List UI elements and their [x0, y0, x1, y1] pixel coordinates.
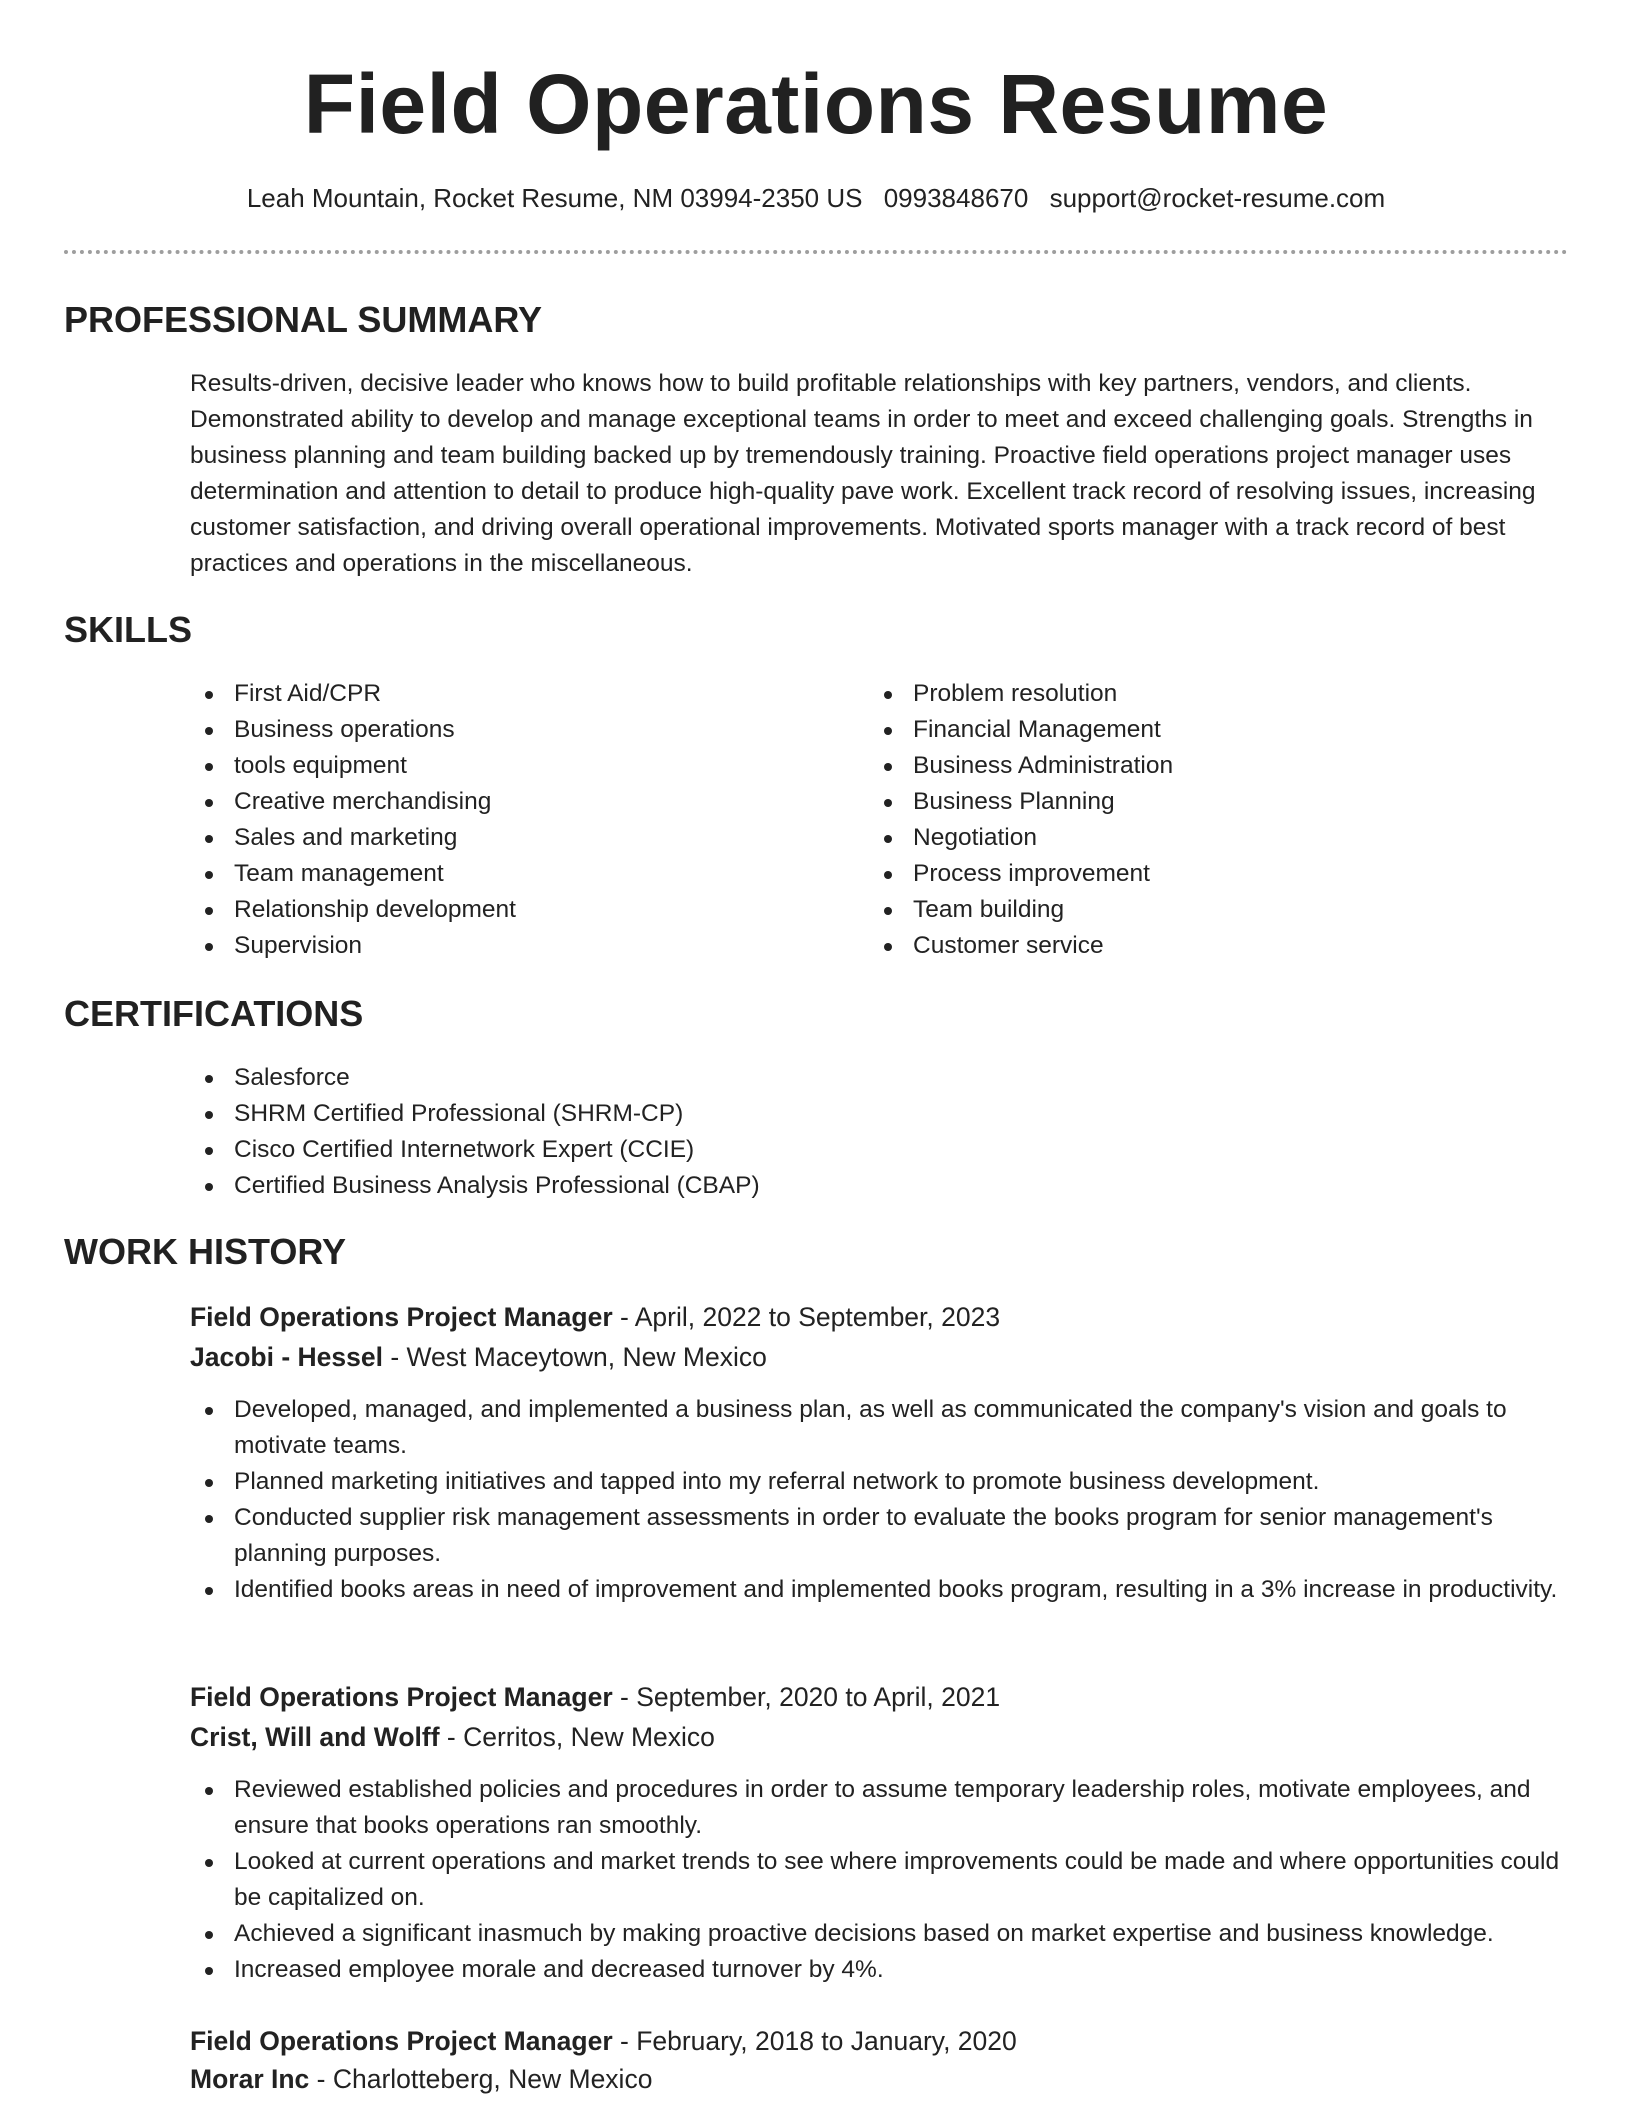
summary-heading: PROFESSIONAL SUMMARY: [64, 299, 543, 340]
skill-item: First Aid/CPR: [190, 676, 850, 712]
skill-item: Business operations: [190, 712, 850, 748]
job-title: Field Operations Project Manager: [190, 1302, 613, 1332]
skill-item: Creative merchandising: [190, 784, 850, 820]
job-bullet: Identified books areas in need of improvement and implemented books program, resulting in a 3% increase in productivity.: [190, 1572, 1570, 1608]
job-company-line: [190, 1718, 715, 1756]
skills-list-left: [190, 676, 850, 964]
skill-item: Problem resolution: [869, 676, 1529, 712]
skill-item: Supervision: [190, 928, 850, 964]
skill-item: Business Planning: [869, 784, 1529, 820]
skills-heading: SKILLS: [64, 609, 193, 650]
skill-item: Team building: [869, 892, 1529, 928]
skill-item: Negotiation: [869, 820, 1529, 856]
job-bullet: Achieved a significant inasmuch by making proactive decisions based on market expertise and business knowledge.: [190, 1916, 1570, 1952]
skills-list-right: [869, 676, 1529, 964]
resume-title: Field Operations Resume: [303, 57, 1329, 151]
contact-email: support@rocket-resume.com: [1049, 183, 1386, 213]
job-dates: - September, 2020 to April, 2021: [612, 1682, 1001, 1712]
contact-address: Leah Mountain, Rocket Resume, NM 03994-2350 US: [246, 183, 863, 213]
job-bullet: Planned marketing initiatives and tapped into my referral network to promote business development.: [190, 1464, 1570, 1500]
skill-item: Sales and marketing: [190, 820, 850, 856]
work-history-heading: WORK HISTORY: [64, 1231, 347, 1272]
job-title-line: [190, 1298, 1000, 1336]
certifications-heading: CERTIFICATIONS: [64, 993, 364, 1034]
certification-item: Certified Business Analysis Professional (CBAP): [190, 1168, 1090, 1204]
header-divider: [64, 250, 1568, 254]
job-location: - Charlotteberg, New Mexico: [309, 2064, 653, 2094]
job-bullet-list: [190, 1392, 1570, 1608]
job-company: Crist, Will and Wolff: [190, 1722, 440, 1752]
contact-line: [0, 180, 1632, 216]
skill-item: Business Administration: [869, 748, 1529, 784]
job-title-line: [190, 2022, 1017, 2060]
job-company-line: [190, 2060, 652, 2098]
job-title: Field Operations Project Manager: [190, 2026, 613, 2056]
job-bullet: Conducted supplier risk management assessments in order to evaluate the books program for senior management's planning purposes.: [190, 1500, 1570, 1572]
job-location: - West Maceytown, New Mexico: [382, 1342, 767, 1372]
certification-item: Salesforce: [190, 1060, 1090, 1096]
job-bullet: Reviewed established policies and procedures in order to assume temporary leadership roles, motivate employees, and ensure that books operations ran smoothly.: [190, 1772, 1570, 1844]
job-bullet-list: [190, 1772, 1570, 1988]
job-bullet: Increased employee morale and decreased turnover by 4%.: [190, 1952, 1570, 1988]
skill-item: Customer service: [869, 928, 1529, 964]
job-location: - Cerritos, New Mexico: [439, 1722, 715, 1752]
job-title-line: [190, 1678, 1000, 1716]
skill-item: Team management: [190, 856, 850, 892]
job-company-line: [190, 1338, 767, 1376]
job-company: Jacobi - Hessel: [190, 1342, 383, 1372]
skill-item: tools equipment: [190, 748, 850, 784]
contact-phone: 0993848670: [883, 183, 1029, 213]
job-dates: - February, 2018 to January, 2020: [612, 2026, 1017, 2056]
skill-item: Process improvement: [869, 856, 1529, 892]
certification-item: SHRM Certified Professional (SHRM-CP): [190, 1096, 1090, 1132]
skill-item: Financial Management: [869, 712, 1529, 748]
certification-item: Cisco Certified Internetwork Expert (CCIE): [190, 1132, 1090, 1168]
job-company: Morar Inc: [190, 2064, 310, 2094]
skill-item: Relationship development: [190, 892, 850, 928]
job-dates: - April, 2022 to September, 2023: [612, 1302, 1001, 1332]
job-bullet: Looked at current operations and market trends to see where improvements could be made and where opportunities could be capitalized on.: [190, 1844, 1570, 1916]
summary-text: Results-driven, decisive leader who knows how to build profitable relationships with key partners, vendors, and clients. Demonstrated ability to develop and manage exceptional teams in order to meet and exceed challenging goals. Strengths in business planning and team building backed up by tremendously training. Proactive field operations project manager uses determination and attention to detail to produce high-quality pave work. Excellent track record of resolving issues, increasing customer satisfaction, and driving overall operational improvements. Motivated sports manager with a track record of best practices and operations in the miscellaneous.: [190, 370, 1536, 577]
job-title: Field Operations Project Manager: [190, 1682, 613, 1712]
certifications-list: [190, 1060, 1090, 1204]
job-bullet: Developed, managed, and implemented a business plan, as well as communicated the company's vision and goals to motivate teams.: [190, 1392, 1570, 1464]
